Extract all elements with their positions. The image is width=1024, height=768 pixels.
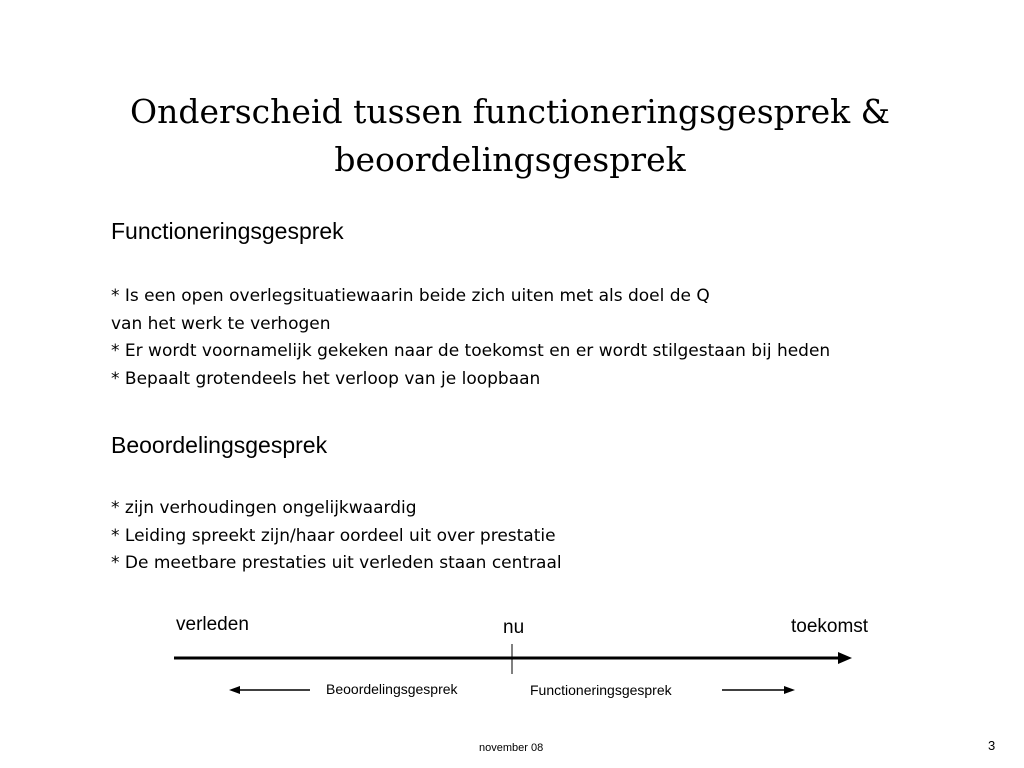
list-item: * Bepaalt grotendeels het verloop van je loopbaan (111, 368, 541, 389)
list-item: * Leiding spreekt zijn/haar oordeel uit over prestatie (111, 525, 556, 546)
now-label: nu (503, 617, 525, 638)
past-arrowhead (229, 686, 240, 694)
timeline-arrowhead (838, 652, 852, 664)
past-label: verleden (176, 614, 249, 635)
page-number: 3 (988, 738, 996, 753)
list-item: * Er wordt voornamelijk gekeken naar de toekomst en er wordt stilgestaan bij heden (111, 341, 831, 361)
list-item: van het werk te verhogen (111, 313, 331, 334)
title-line-1: Onderscheid tussen functioneringsgesprek & (130, 92, 890, 131)
beoordelingsgesprek-heading: Beoordelingsgesprek (111, 432, 328, 458)
future-arrowhead (784, 686, 795, 694)
list-item: * Is een open overlegsituatiewaarin beide zich uiten met als doel de Q (111, 286, 710, 306)
future-label: toekomst (791, 616, 869, 637)
past-arrow-label: Beoordelingsgesprek (326, 681, 458, 697)
functioneringsgesprek-heading: Functioneringsgesprek (111, 218, 344, 244)
future-arrow-label: Functioneringsgesprek (530, 682, 672, 698)
title-line-2: beoordelingsgesprek (334, 140, 686, 179)
footer-date: november 08 (479, 742, 544, 754)
list-item: * zijn verhoudingen ongelijkwaardig (111, 498, 417, 518)
list-item: * De meetbare prestaties uit verleden staan centraal (111, 553, 562, 573)
